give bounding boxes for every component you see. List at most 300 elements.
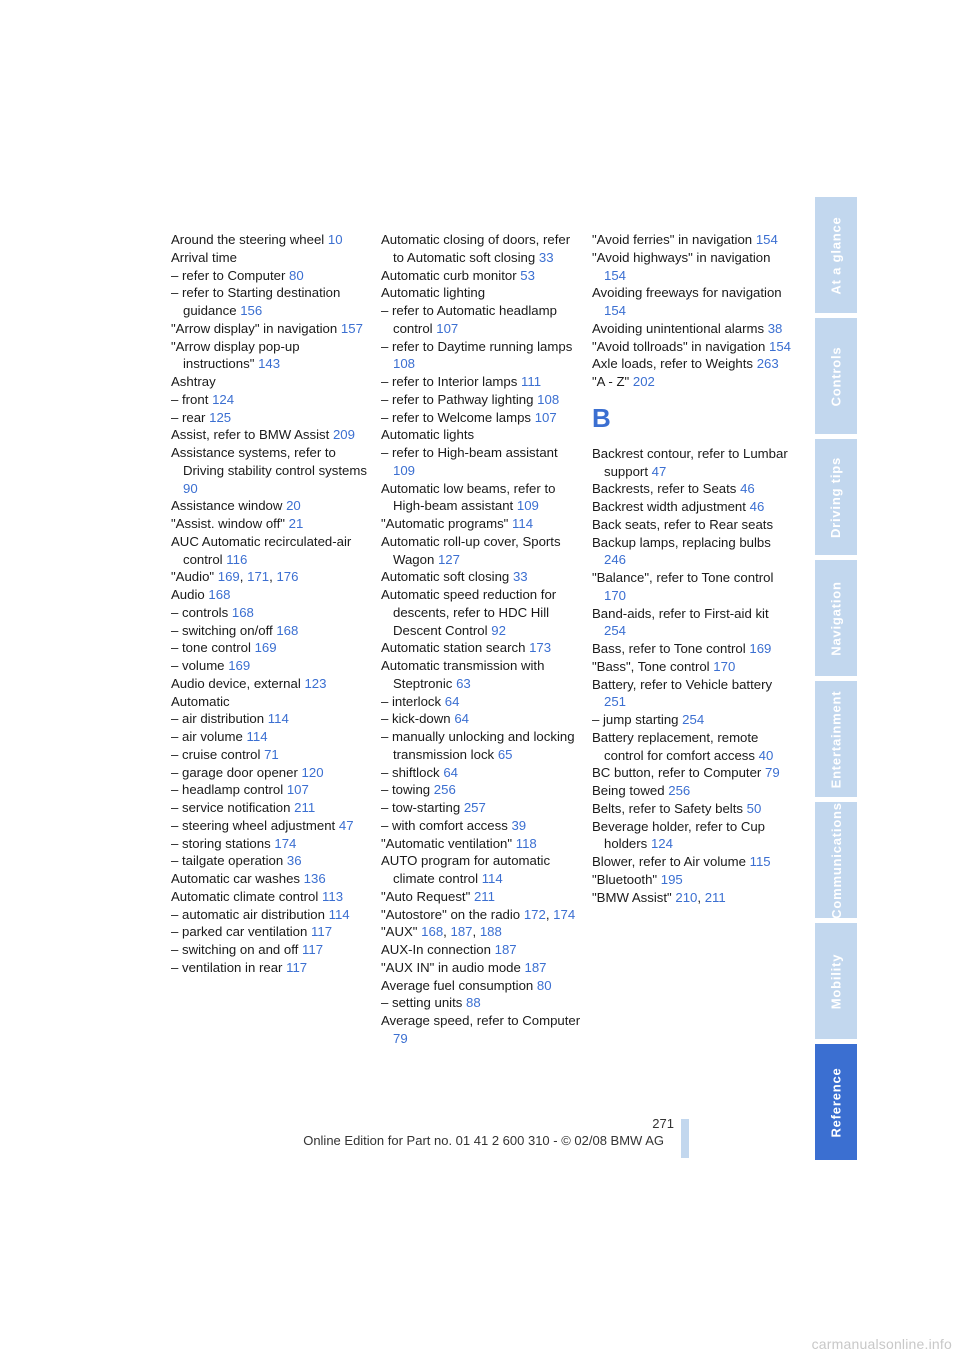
index-entry (592, 516, 794, 534)
index-entry (171, 604, 373, 622)
chapter-tab-label: Reference (828, 1066, 844, 1138)
index-entry (171, 320, 373, 338)
index-entry (381, 657, 583, 693)
index-entry (171, 409, 373, 427)
entry-text: – parked car ventilation (171, 924, 308, 940)
entry-text: – refer to Starting destination guidance (171, 285, 341, 318)
entry-text: Back seats, refer to Rear seats (592, 516, 774, 532)
page-reference-link[interactable]: 169 (254, 640, 277, 656)
index-entry (381, 515, 583, 533)
page-reference-link[interactable]: 171 (247, 569, 270, 585)
page-reference-link[interactable]: 79 (393, 1030, 408, 1046)
page-reference-link[interactable]: 157 (340, 320, 363, 336)
entry-text: "Avoid highways" in navigation (592, 249, 771, 265)
page-reference-link[interactable]: 116 (226, 551, 248, 567)
entry-text: – switching on/off (171, 622, 273, 638)
index-entry (592, 871, 794, 889)
page-reference-link[interactable]: 46 (749, 499, 765, 514)
page-reference-link[interactable]: 168 (421, 924, 444, 940)
index-entry (171, 941, 373, 959)
page-reference-link[interactable]: 88 (466, 995, 481, 1011)
page-reference-link[interactable]: 154 (755, 232, 778, 247)
entry-text: Automatic climate control (171, 888, 319, 904)
page-reference-link[interactable]: 123 (304, 675, 327, 691)
chapter-tabs (815, 197, 857, 1160)
index-entry (592, 676, 794, 712)
index-entry (171, 852, 373, 870)
page-marker-bar (681, 1119, 689, 1158)
index-entry (381, 888, 583, 906)
index-entry (592, 640, 794, 658)
section-letter-heading: B (592, 402, 611, 433)
page-reference-link[interactable]: 36 (286, 853, 302, 869)
page-reference-link[interactable]: 39 (511, 817, 527, 833)
page-reference-link[interactable]: 64 (443, 764, 458, 780)
page-reference-link[interactable]: 124 (650, 836, 673, 852)
entry-text: – storing stations (171, 835, 271, 851)
index-column-2 (381, 231, 583, 1048)
index-entry (381, 391, 583, 409)
index-entry (592, 498, 794, 516)
footer-edition: Online Edition for Part no. 01 41 2 600 310 - © 02/08 BMW AG (303, 1133, 664, 1148)
page-reference-link[interactable]: 47 (651, 463, 667, 479)
index-entry (171, 906, 373, 924)
index-entry (171, 391, 373, 409)
page-reference-link[interactable]: 114 (328, 906, 350, 922)
page-reference-link[interactable]: 109 (516, 498, 539, 514)
entry-text: – air distribution (171, 711, 265, 727)
index-entry (381, 480, 583, 516)
entry-text: "Bluetooth" (592, 871, 658, 887)
entry-text: – jump starting (592, 712, 679, 727)
page-reference-link[interactable]: 143 (258, 356, 281, 372)
page-reference-link[interactable]: 168 (231, 604, 254, 620)
entry-text: "Auto Request" (381, 888, 471, 904)
entry-text: "AUX IN" in audio mode (381, 959, 521, 975)
page-reference-link[interactable]: 174 (553, 906, 576, 922)
index-entry (171, 338, 373, 374)
page-reference-link[interactable]: 172 (523, 906, 546, 922)
page-reference-link[interactable]: 195 (660, 871, 683, 887)
page-reference-link[interactable]: 33 (512, 569, 528, 585)
entry-text: AUX-In connection (381, 942, 491, 957)
index-entry (381, 1012, 583, 1048)
entry-text: "Balance", refer to Tone control (592, 570, 774, 585)
page-reference-link[interactable]: 65 (497, 746, 513, 762)
entry-text: Backrest width adjustment (592, 499, 746, 514)
entry-text: "BMW Assist" (592, 889, 672, 905)
entry-text: Axle loads, refer to Weights (592, 356, 754, 372)
entry-text: – kick-down (381, 711, 451, 727)
index-entry (171, 373, 373, 391)
entry-text: Beverage holder, refer to Cup holders (592, 818, 766, 852)
entry-text: AUTO program for automatic climate control (381, 853, 551, 886)
index-entry (381, 284, 583, 302)
index-entry (171, 657, 373, 675)
index-entry (381, 639, 583, 657)
page-reference-link[interactable]: 251 (604, 694, 627, 710)
page-reference-link[interactable]: 53 (520, 267, 535, 283)
page-reference-link[interactable]: 127 (437, 551, 460, 567)
page-reference-link[interactable]: 210 (675, 889, 698, 905)
page-reference-link[interactable]: 92 (491, 622, 506, 638)
index-column-1 (171, 231, 373, 977)
index-entry (381, 959, 583, 977)
page-reference-link[interactable]: 154 (604, 267, 627, 283)
page-reference-link[interactable]: 47 (338, 817, 354, 833)
page-reference-link[interactable]: 118 (515, 835, 537, 851)
index-entry (381, 817, 583, 835)
entry-text: Average fuel consumption (381, 977, 534, 993)
entry-text: Assist, refer to BMW Assist (171, 427, 330, 443)
entry-text: – tone control (171, 640, 251, 656)
page-reference-link[interactable]: 117 (302, 942, 324, 957)
index-entry (171, 781, 373, 799)
page-reference-link[interactable]: 211 (704, 889, 726, 905)
page-reference-link[interactable]: 10 (327, 232, 343, 247)
chapter-tab-label: At a glance (828, 215, 844, 295)
index-entry (592, 605, 794, 641)
page-reference-link[interactable]: 170 (713, 658, 736, 674)
index-entry (592, 782, 794, 800)
entry-text: – towing (381, 782, 431, 798)
index-entry (171, 888, 373, 906)
page-reference-link[interactable]: 107 (534, 409, 557, 425)
index-entry (171, 444, 373, 497)
index-entry (592, 249, 794, 285)
entry-text: Automatic transmission with Steptronic (381, 658, 545, 691)
chapter-tab-label: Navigation (828, 580, 844, 656)
entry-text: – cruise control (171, 746, 261, 762)
page-reference-link[interactable]: 80 (536, 977, 552, 993)
entry-text: Blower, refer to Air volume (592, 854, 746, 869)
index-entry (381, 941, 583, 959)
page-reference-link[interactable]: 46 (740, 481, 755, 497)
index-entry (171, 817, 373, 835)
page-reference-link[interactable]: 169 (217, 569, 240, 585)
entry-text: – refer to High-beam assistant (381, 445, 558, 460)
entry-text: Automatic soft closing (381, 569, 510, 585)
index-entry (592, 729, 794, 765)
index-entry (381, 781, 583, 799)
entry-text: – refer to Automatic headlamp control (381, 303, 557, 336)
page-reference-link[interactable]: 246 (604, 552, 627, 568)
entry-text: Band-aids, refer to First-aid kit (592, 605, 769, 621)
entry-text: Belts, refer to Safety belts (592, 800, 743, 816)
entry-text: – with comfort access (381, 817, 508, 833)
entry-text: – front (171, 391, 209, 407)
index-entry (592, 534, 794, 570)
index-entry (171, 586, 373, 604)
entry-text: – refer to Pathway lighting (381, 391, 534, 407)
index-entry (171, 639, 373, 657)
page-reference-link[interactable]: 187 (494, 942, 517, 957)
index-entry (171, 923, 373, 941)
page-reference-link[interactable]: 124 (212, 391, 235, 407)
entry-text: Battery replacement, remote control for comfort access (592, 729, 759, 763)
page-reference-link[interactable]: 254 (604, 623, 627, 639)
page-reference-link[interactable]: 173 (529, 640, 552, 656)
index-column-3 (592, 231, 794, 906)
entry-text: AUC Automatic recirculated-air control (171, 533, 352, 567)
entry-text: – air volume (171, 729, 243, 744)
page-reference-link[interactable]: 202 (632, 374, 655, 389)
index-entry (171, 284, 373, 320)
chapter-tab-communications[interactable] (815, 802, 857, 918)
page-reference-link[interactable]: 50 (746, 800, 762, 816)
chapter-tab-entertainment[interactable] (815, 681, 857, 797)
entry-text: Automatic lights (381, 427, 475, 443)
entry-text: Automatic low beams, refer to High-beam assistant (381, 480, 556, 514)
entry-text: – refer to Computer (171, 267, 286, 283)
page-reference-link[interactable]: 211 (294, 800, 316, 815)
index-entry (381, 426, 583, 444)
entry-text: BC button, refer to Computer (592, 765, 762, 781)
page-reference-link[interactable]: 40 (758, 747, 774, 763)
index-entry (171, 835, 373, 853)
chapter-tab-navigation[interactable] (815, 560, 857, 676)
page-reference-link[interactable]: 80 (289, 267, 304, 283)
index-entry (381, 338, 583, 374)
entry-text: "Assist. window off" (171, 516, 285, 531)
index-entry (171, 799, 373, 817)
page-reference-link[interactable]: 33 (538, 249, 554, 265)
entry-text: Avoiding freeways for navigation (592, 285, 782, 301)
index-entry (171, 533, 373, 569)
page-reference-link[interactable]: 256 (433, 782, 456, 798)
entry-text: Automatic car washes (171, 871, 300, 886)
page-reference-link[interactable]: 176 (276, 569, 299, 585)
index-entry (592, 800, 794, 818)
index-entry (171, 870, 373, 888)
page-reference-link[interactable]: 20 (286, 498, 301, 514)
index-entry (381, 586, 583, 639)
entry-text: Backrests, refer to Seats (592, 481, 737, 497)
page-reference-link[interactable]: 168 (276, 622, 299, 638)
index-entry (592, 373, 794, 391)
index-entry (381, 231, 583, 267)
index-entry (171, 728, 373, 746)
index-entry (171, 710, 373, 728)
entry-text: "Arrow display pop-up instructions" (171, 338, 300, 372)
entry-text: – service notification (171, 800, 291, 815)
page-reference-link[interactable]: 120 (301, 764, 324, 780)
page-number: 271 (652, 1116, 674, 1131)
index-entry (592, 320, 794, 338)
index-entry (171, 693, 373, 711)
chapter-tab-controls[interactable] (815, 318, 857, 434)
entry-text: Automatic closing of doors, refer to Automatic soft closing (381, 232, 571, 265)
index-entry (592, 764, 794, 782)
entry-text: Battery, refer to Vehicle battery (592, 676, 773, 692)
index-entry (592, 231, 794, 249)
page-reference-link[interactable]: 114 (267, 711, 289, 727)
index-entry (381, 533, 583, 569)
index-entry (592, 818, 794, 854)
entry-text: Backrest contour, refer to Lumbar support (592, 445, 788, 479)
entry-text: – controls (171, 604, 229, 620)
entry-text: "AUX" (381, 924, 418, 940)
page-reference-link[interactable]: 107 (436, 320, 459, 336)
index-entry (381, 373, 583, 391)
page-reference-link[interactable]: 114 (512, 516, 534, 531)
index-entry (171, 497, 373, 515)
page-reference-link[interactable]: 125 (209, 409, 232, 425)
index-entry (171, 231, 373, 249)
entry-text: – setting units (381, 995, 463, 1011)
page-reference-link[interactable]: 79 (765, 765, 780, 781)
chapter-tab-label: Driving tips (828, 456, 844, 538)
index-entry (592, 569, 794, 605)
index-entry (381, 409, 583, 427)
page-reference-link[interactable]: 187 (524, 959, 547, 975)
index-entry (592, 480, 794, 498)
index-entry (381, 693, 583, 711)
entry-text: Average speed, refer to Computer (381, 1013, 581, 1028)
entry-text: "Bass", Tone control (592, 658, 710, 674)
page-reference-link[interactable]: 117 (286, 959, 308, 975)
index-entry (171, 959, 373, 977)
page-reference-link[interactable]: 113 (322, 888, 344, 904)
index-entry (171, 426, 373, 444)
entry-text: – manually unlocking and locking transmission lock (381, 729, 575, 762)
chapter-tab-label: Mobility (828, 953, 844, 1009)
page-reference-link[interactable]: 257 (463, 800, 486, 815)
page-reference-link[interactable]: 168 (208, 587, 231, 602)
page-reference-link[interactable]: 71 (264, 746, 279, 762)
page-reference-link[interactable]: 188 (479, 924, 502, 940)
entry-text: Arrival time (171, 249, 237, 265)
index-entry (381, 444, 583, 480)
entry-text: – ventilation in rear (171, 959, 283, 975)
entry-text: "Automatic programs" (381, 516, 509, 531)
page-reference-link[interactable]: 154 (604, 303, 627, 318)
page-reference-link[interactable]: 64 (454, 711, 469, 727)
index-entry (171, 515, 373, 533)
entry-text: "Autostore" on the radio (381, 906, 521, 922)
entry-text: – garage door opener (171, 764, 298, 780)
entry-text: "Avoid tollroads" in navigation (592, 338, 766, 354)
entry-text: – refer to Welcome lamps (381, 409, 532, 425)
entry-text: Avoiding unintentional alarms (592, 320, 765, 336)
page-reference-link[interactable]: 174 (274, 835, 297, 851)
index-entry (171, 249, 373, 267)
chapter-tab-driving-tips[interactable] (815, 439, 857, 555)
entry-text: Audio (171, 587, 205, 602)
index-entry (381, 302, 583, 338)
index-entry (381, 267, 583, 285)
page-reference-link[interactable]: 115 (749, 854, 771, 869)
page-reference-link[interactable]: 108 (537, 391, 560, 407)
index-entry (381, 728, 583, 764)
page-reference-link[interactable]: 254 (682, 712, 705, 727)
page-reference-link[interactable]: 64 (444, 693, 460, 709)
index-entry (592, 338, 794, 356)
page-reference-link[interactable]: 108 (393, 356, 416, 372)
entry-text: – interlock (381, 693, 442, 709)
page-reference-link[interactable]: 63 (456, 675, 471, 691)
page-reference-link[interactable]: 169 (749, 641, 772, 656)
page-reference-link[interactable]: 136 (303, 871, 326, 886)
entry-text: – rear (171, 409, 206, 425)
entry-text: Automatic (171, 693, 230, 709)
index-entry (592, 658, 794, 676)
page-reference-link[interactable]: 111 (521, 374, 542, 389)
entry-text: – volume (171, 658, 225, 673)
chapter-tab-at-a-glance[interactable] (815, 197, 857, 313)
chapter-tab-label: Controls (828, 346, 844, 406)
index-entry (592, 284, 794, 320)
entry-text: Automatic speed reduction for descents, refer to HDC Hill Descent Control (381, 587, 557, 638)
index-entry (592, 853, 794, 871)
index-entry (381, 710, 583, 728)
entry-text: "Audio" (171, 569, 215, 585)
page-reference-link[interactable]: 107 (286, 782, 309, 798)
entry-text: – tailgate operation (171, 853, 284, 869)
entry-text: Being towed (592, 783, 665, 798)
index-entry (381, 764, 583, 782)
page-reference-link[interactable]: 209 (332, 427, 355, 443)
page-reference-link[interactable]: 117 (311, 924, 333, 940)
index-entry (171, 746, 373, 764)
entry-text: – headlamp control (171, 782, 284, 798)
index-entry (592, 445, 794, 481)
page-reference-link[interactable]: 169 (228, 658, 251, 673)
entry-text: Assistance window (171, 498, 283, 514)
entry-text: Audio device, external (171, 675, 301, 691)
page-reference-link[interactable]: 109 (393, 462, 416, 478)
page-reference-link[interactable]: 114 (481, 871, 503, 886)
page-reference-link[interactable]: 156 (240, 303, 263, 318)
page-reference-link[interactable]: 154 (769, 338, 792, 354)
index-entry (381, 994, 583, 1012)
index-entry: "BMW Assist" 210, 211 (592, 889, 726, 905)
entry-text: Automatic curb monitor (381, 267, 517, 283)
index-entry (592, 355, 794, 373)
entry-text: Ashtray (171, 374, 216, 389)
chapter-tab-reference[interactable] (815, 1044, 857, 1160)
index-entry (171, 267, 373, 285)
index-entry: "Audio" 169, 171, 176 (171, 569, 299, 585)
page-reference-link[interactable]: 256 (668, 783, 691, 798)
page-reference-link[interactable]: 21 (288, 516, 304, 531)
entry-text: Automatic roll-up cover, Sports Wagon (381, 533, 561, 567)
entry-text: Automatic station search (381, 640, 526, 656)
index-entry (171, 764, 373, 782)
entry-text: Assistance systems, refer to Driving stability control systems (171, 445, 367, 478)
page-reference-link[interactable]: 211 (473, 888, 495, 904)
entry-text: "Automatic ventilation" (381, 835, 513, 851)
page-reference-link[interactable]: 263 (756, 356, 779, 372)
page-reference-link[interactable]: 170 (604, 587, 627, 603)
index-entry: "AUX" 168, 187, 188 (381, 924, 502, 940)
index-entry (381, 852, 583, 888)
entry-text: – tow-starting (381, 800, 461, 815)
chapter-tab-mobility[interactable] (815, 923, 857, 1039)
entry-text: Backup lamps, replacing bulbs (592, 534, 771, 550)
entry-text: Around the steering wheel (171, 232, 325, 247)
chapter-tab-label: Entertainment (828, 690, 844, 788)
page-reference-link[interactable]: 114 (246, 729, 268, 744)
page-reference-link[interactable]: 38 (767, 320, 783, 336)
entry-text: – refer to Daytime running lamps (381, 338, 573, 354)
page-reference-link[interactable]: 187 (450, 924, 473, 940)
entry-text: – shiftlock (381, 764, 440, 780)
index-entry (171, 675, 373, 693)
entry-text: – automatic air distribution (171, 906, 325, 922)
index-entry (381, 568, 583, 586)
page-reference-link[interactable]: 90 (183, 480, 198, 496)
